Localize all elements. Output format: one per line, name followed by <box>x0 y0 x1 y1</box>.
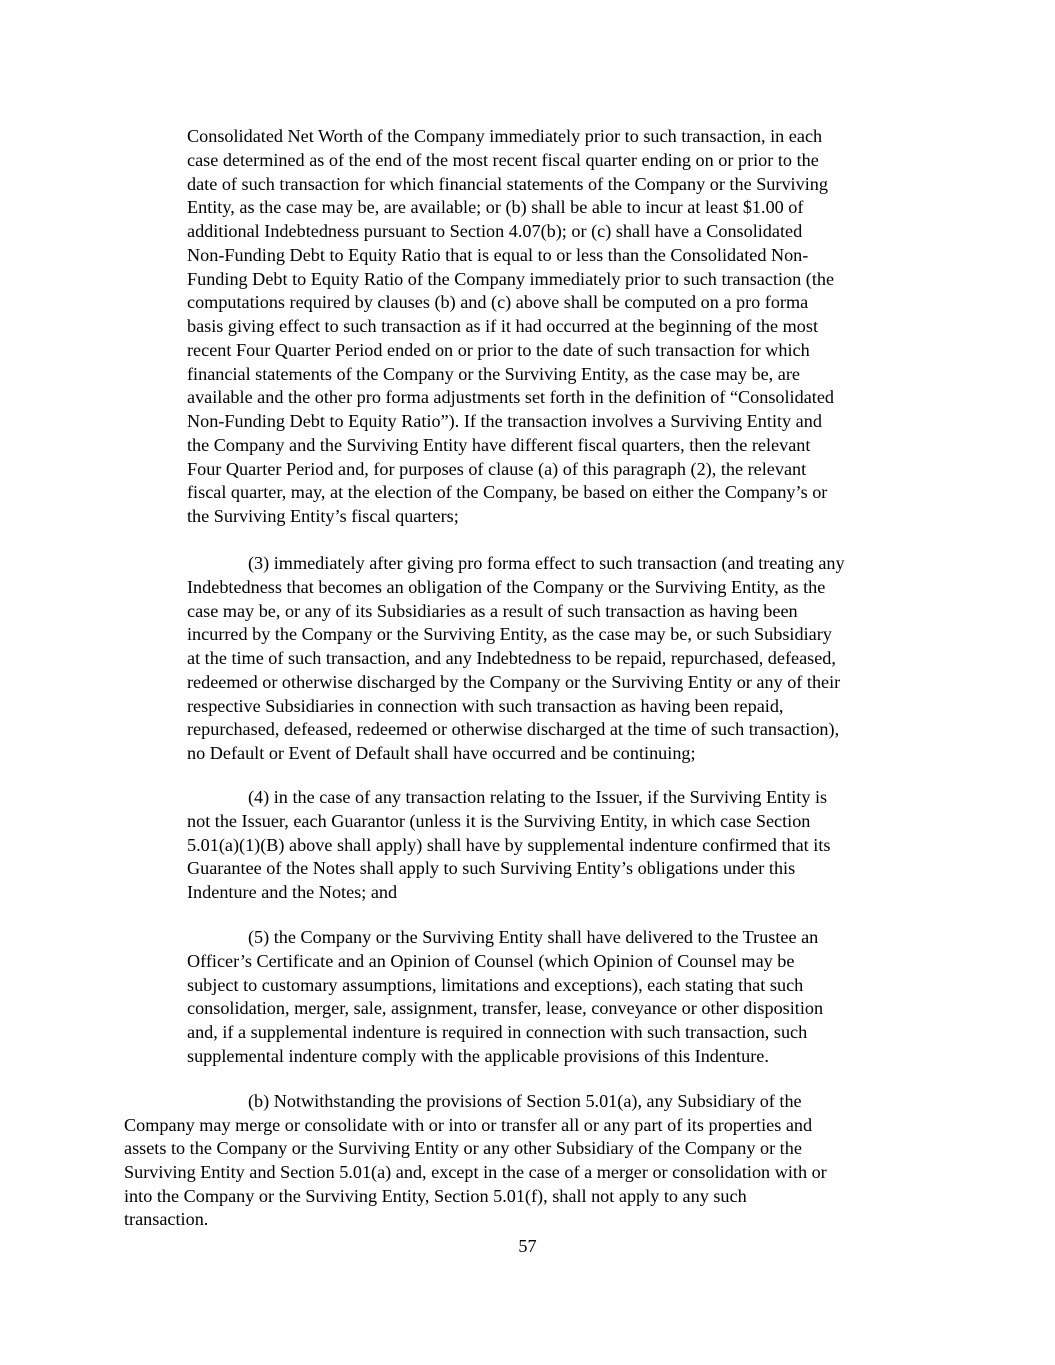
text-line: fiscal quarter, may, at the election of the Company, be based on either the Company’s or <box>187 482 828 502</box>
text-line: Company may merge or consolidate with or into or transfer all or any part of its properties and <box>124 1115 813 1135</box>
text-line: Non-Funding Debt to Equity Ratio”). If the transaction involves a Surviving Entity and <box>187 411 822 431</box>
text-line: subject to customary assumptions, limitations and exceptions), each stating that such <box>187 975 804 995</box>
text-line: Four Quarter Period and, for purposes of clause (a) of this paragraph (2), the relevant <box>187 459 807 479</box>
text-line: the Company and the Surviving Entity have different fiscal quarters, then the relevant <box>187 435 811 455</box>
text-line: date of such transaction for which financial statements of the Company or the Surviving <box>187 174 828 194</box>
text-line: Entity, as the case may be, are available; or (b) shall be able to incur at least $1.00 of <box>187 197 804 217</box>
text-line: (4) in the case of any transaction relating to the Issuer, if the Surviving Entity is <box>248 787 828 807</box>
text-line: at the time of such transaction, and any Indebtedness to be repaid, repurchased, defeased, <box>187 648 836 668</box>
text-line: (5) the Company or the Surviving Entity shall have delivered to the Trustee an <box>248 927 819 947</box>
text-line: and, if a supplemental indenture is required in connection with such transaction, such <box>187 1022 808 1042</box>
text-line: Non-Funding Debt to Equity Ratio that is equal to or less than the Consolidated Non- <box>187 245 809 265</box>
text-line: (b) Notwithstanding the provisions of Section 5.01(a), any Subsidiary of the <box>248 1091 802 1111</box>
text-line: the Surviving Entity’s fiscal quarters; <box>187 506 459 526</box>
text-line: Funding Debt to Equity Ratio of the Company immediately prior to such transaction (the <box>187 269 835 289</box>
text-line: consolidation, merger, sale, assignment, transfer, lease, conveyance or other disposition <box>187 998 824 1018</box>
text-line: Surviving Entity and Section 5.01(a) and, except in the case of a merger or consolidation with or <box>124 1162 827 1182</box>
text-line: repurchased, defeased, redeemed or otherwise discharged at the time of such transaction), <box>187 719 840 739</box>
text-line: (3) immediately after giving pro forma effect to such transaction (and treating any <box>248 553 845 573</box>
text-line: Guarantee of the Notes shall apply to such Surviving Entity’s obligations under this <box>187 858 796 878</box>
text-line: computations required by clauses (b) and (c) above shall be computed on a pro forma <box>187 292 809 312</box>
text-line: basis giving effect to such transaction as if it had occurred at the beginning of the most <box>187 316 819 336</box>
text-line: incurred by the Company or the Surviving Entity, as the case may be, or such Subsidiary <box>187 624 832 644</box>
text-line: available and the other pro forma adjustments set forth in the definition of “Consolidated <box>187 387 834 407</box>
text-line: case may be, or any of its Subsidiaries as a result of such transaction as having been <box>187 601 798 621</box>
text-line: case determined as of the end of the most recent fiscal quarter ending on or prior to the <box>187 150 819 170</box>
text-line: into the Company or the Surviving Entity, Section 5.01(f), shall not apply to any such <box>124 1186 747 1206</box>
text-line: additional Indebtedness pursuant to Section 4.07(b); or (c) shall have a Consolidated <box>187 221 803 241</box>
text-line: no Default or Event of Default shall have occurred and be continuing; <box>187 743 696 763</box>
text-line: 5.01(a)(1)(B) above shall apply) shall have by supplemental indenture confirmed that its <box>187 835 831 855</box>
text-line: respective Subsidiaries in connection with such transaction as having been repaid, <box>187 696 784 716</box>
text-line: financial statements of the Company or the Surviving Entity, as the case may be, are <box>187 364 800 384</box>
text-line: Indebtedness that becomes an obligation of the Company or the Surviving Entity, as the <box>187 577 826 597</box>
page-number: 57 <box>518 1236 537 1256</box>
text-line: recent Four Quarter Period ended on or prior to the date of such transaction for which <box>187 340 810 360</box>
text-line: assets to the Company or the Surviving Entity or any other Subsidiary of the Company or the <box>124 1138 802 1158</box>
text-line: Officer’s Certificate and an Opinion of Counsel (which Opinion of Counsel may be <box>187 951 795 971</box>
text-line: Consolidated Net Worth of the Company immediately prior to such transaction, in each <box>187 126 823 146</box>
text-line: transaction. <box>124 1209 209 1229</box>
text-line: redeemed or otherwise discharged by the Company or the Surviving Entity or any of their <box>187 672 841 692</box>
text-line: not the Issuer, each Guarantor (unless it is the Surviving Entity, in which case Section <box>187 811 811 831</box>
text-line: supplemental indenture comply with the applicable provisions of this Indenture. <box>187 1046 769 1066</box>
text-line: Indenture and the Notes; and <box>187 882 398 902</box>
